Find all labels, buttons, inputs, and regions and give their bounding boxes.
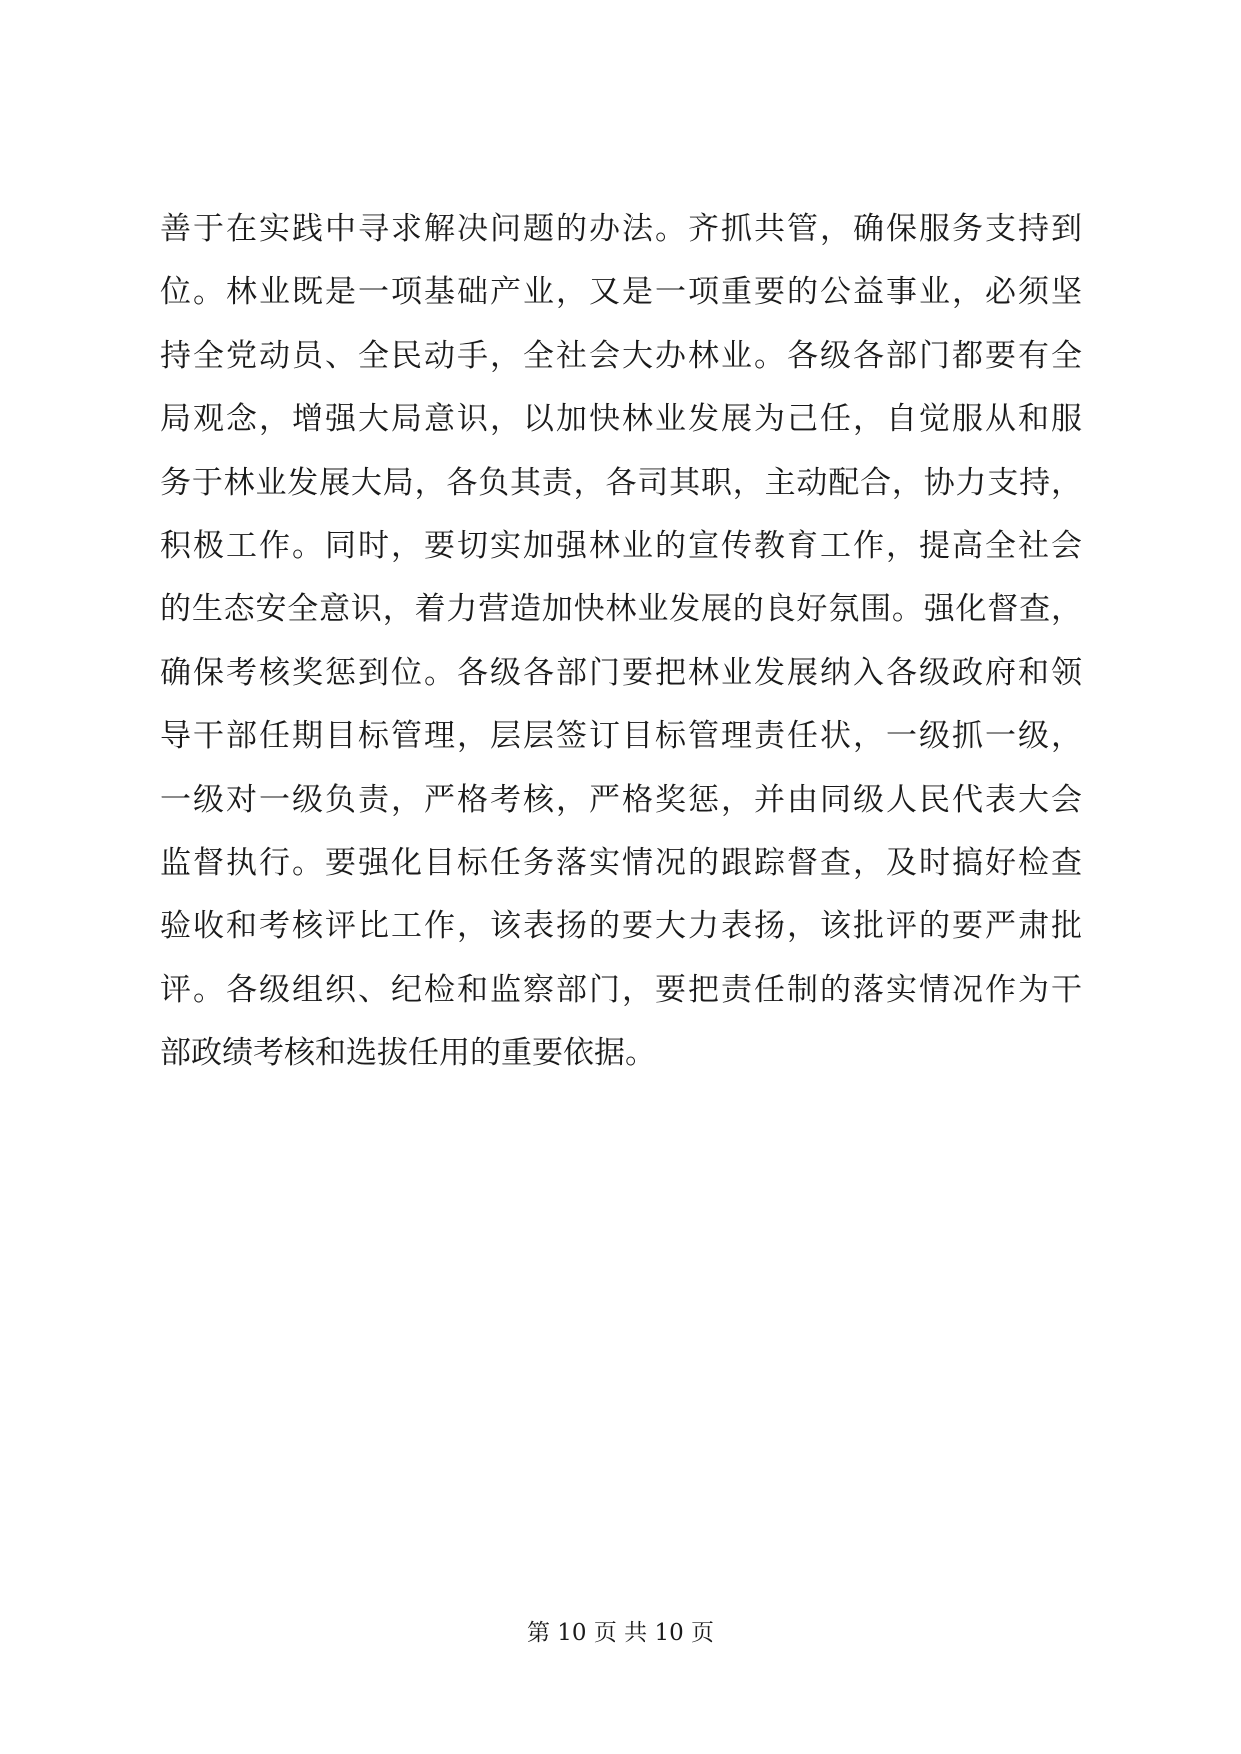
text-line: 务于林业发展大局，各负其责，各司其职，主动配合，协力支持， bbox=[160, 464, 1082, 501]
body-paragraph bbox=[160, 198, 1082, 1085]
text-line: 验收和考核评比工作，该表扬的要大力表扬，该批评的要严肃批 bbox=[160, 908, 1082, 945]
text-line: 局观念，增强大局意识，以加快林业发展为己任，自觉服从和服 bbox=[160, 401, 1082, 438]
page-number-footer: 第 10 页 共 10 页 bbox=[526, 1620, 715, 1646]
text-line: 善于在实践中寻求解决问题的办法。齐抓共管，确保服务支持到 bbox=[160, 211, 1082, 247]
text-line: 评。各级组织、纪检和监察部门，要把责任制的落实情况作为干 bbox=[160, 971, 1082, 1008]
text-line: 一级对一级负责，严格考核，严格奖惩，并由同级人民代表大会 bbox=[160, 781, 1082, 818]
text-line: 导干部任期目标管理，层层签订目标管理责任状，一级抓一级， bbox=[160, 718, 1082, 755]
text-line: 监督执行。要强化目标任务落实情况的跟踪督查，及时搞好检查 bbox=[160, 844, 1082, 881]
text-line: 积极工作。同时，要切实加强林业的宣传教育工作，提高全社会 bbox=[160, 527, 1082, 564]
text-line: 位。林业既是一项基础产业，又是一项重要的公益事业，必须坚 bbox=[160, 274, 1082, 311]
text-line: 持全党动员、全民动手，全社会大办林业。各级各部门都要有全 bbox=[160, 337, 1082, 374]
text-line: 部政绩考核和选拔任用的重要依据。 bbox=[160, 1035, 656, 1072]
text-line: 确保考核奖惩到位。各级各部门要把林业发展纳入各级政府和领 bbox=[160, 654, 1082, 691]
text-line: 的生态安全意识，着力营造加快林业发展的良好氛围。强化督查， bbox=[160, 591, 1082, 628]
